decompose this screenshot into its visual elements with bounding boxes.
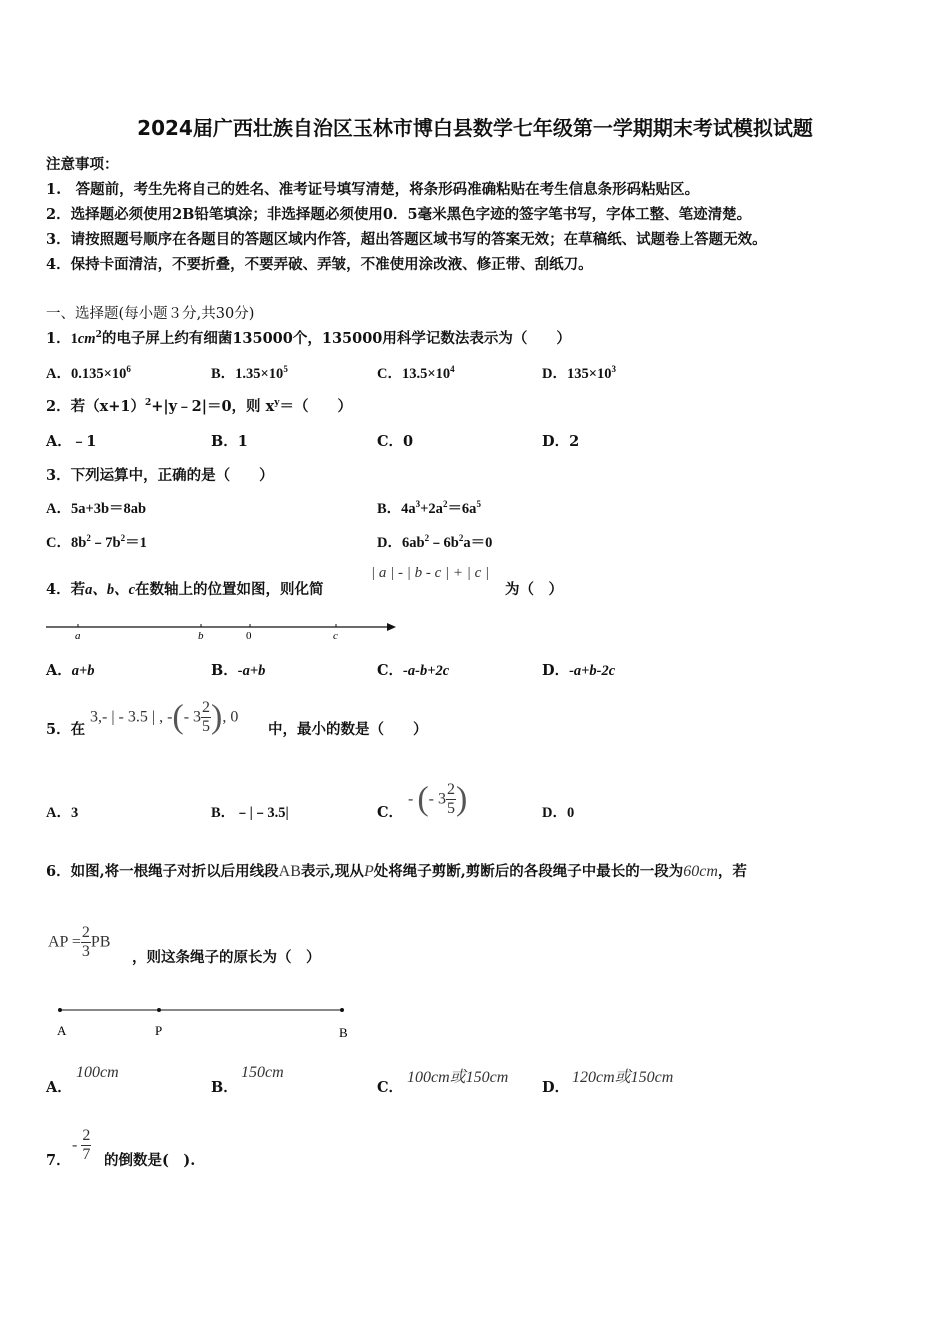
q1-unit-exponent: 2 bbox=[95, 330, 102, 341]
notice-item-3: 3．请按照题号顺序在各题目的答题区域内作答，超出答题区域书写的答案无效；在草稿纸、试题卷上答题无效。 bbox=[46, 231, 767, 248]
label-a: A bbox=[57, 1023, 67, 1038]
q5-option-b[interactable]: B．﹣|﹣3.5| bbox=[211, 805, 289, 821]
number-line-figure bbox=[44, 618, 404, 642]
q4-option-c[interactable]: C．-a-b+2c bbox=[377, 662, 450, 679]
q5-option-c-label[interactable]: C． bbox=[377, 804, 404, 821]
label-b: B bbox=[339, 1025, 348, 1040]
q6-option-a-label[interactable]: A． bbox=[46, 1079, 72, 1096]
notice-item-2: 2．选择题必须使用2B铅笔填涂；非选择题必须使用0．5毫米黑色字迹的签字笔书写，字体工整、笔迹清楚。 bbox=[46, 206, 752, 223]
q6-option-b-label[interactable]: B． bbox=[211, 1079, 238, 1096]
q6-option-c-label[interactable]: C． bbox=[377, 1079, 404, 1096]
q5-stem-end: 中，最小的数是（ ） bbox=[268, 721, 428, 738]
axis-label-0: 0 bbox=[246, 630, 252, 642]
axis-label-b: b bbox=[198, 630, 204, 642]
q6-stem-end: ，则这条绳子的原长为（ ） bbox=[132, 949, 321, 966]
q3-option-a[interactable]: A．5a+3b＝8ab bbox=[46, 501, 147, 517]
notice-heading: 注意事项： bbox=[46, 156, 119, 173]
question-7-number: 7． bbox=[46, 1152, 71, 1169]
q1-text: 的电子屏上约有细菌135000个，135000用科学记数法表示为（ ） bbox=[101, 330, 571, 347]
axis-label-a: a bbox=[75, 630, 81, 642]
q4-option-b[interactable]: B．-a+b bbox=[211, 662, 266, 679]
arrow-right-icon bbox=[387, 623, 396, 631]
q6-option-a[interactable]: 100cm bbox=[76, 1064, 119, 1081]
q1-option-d[interactable]: D．$135\times 10^3$ bbox=[542, 364, 616, 382]
q3-option-c[interactable]: C．$8b^2﹣7b^2=1$ bbox=[46, 533, 147, 551]
q2-option-a[interactable]: A．﹣1 bbox=[46, 433, 97, 450]
question-1 bbox=[46, 327, 571, 348]
q4-option-d[interactable]: D．-a+b-2c bbox=[542, 662, 616, 679]
q2-option-c[interactable]: C．0 bbox=[377, 433, 414, 450]
q1-number: 1 bbox=[70, 331, 78, 347]
q5-expression: 3,- | - 3.5 | , -(- 3 $\frac{2}{5}$ ), 0 bbox=[90, 698, 239, 736]
segment-ab: AB bbox=[278, 863, 301, 880]
q3-option-b[interactable]: B．$4a^3+2a^2=6a^5$ bbox=[377, 499, 481, 517]
label-p: P bbox=[155, 1023, 163, 1038]
q2-option-d[interactable]: D．2 bbox=[542, 433, 580, 450]
question-number: 1． bbox=[46, 330, 71, 347]
q1-option-a[interactable]: A．$0.135\times 10^6$ bbox=[46, 364, 131, 382]
q1-unit: cm bbox=[77, 331, 96, 347]
notice-item-4: 4．保持卡面清洁，不要折叠，不要弄破、弄皱，不准使用涂改液、修正带、刮纸刀。 bbox=[46, 256, 593, 273]
question-2: 2．若$(x+1)^2+|y﹣2|=0$，则 $x^y=$（ ） bbox=[46, 398, 352, 415]
q4-expression: | a | - | b - c | + | c | bbox=[371, 565, 490, 581]
page-title: 2024届广西壮族自治区玉林市博白县数学七年级第一学期期末考试模拟试题 bbox=[137, 116, 813, 140]
question-5: 5．在 bbox=[46, 721, 86, 738]
point-a-dot bbox=[58, 1008, 62, 1012]
point-p: P bbox=[363, 863, 374, 880]
question-7: 的倒数是( ). bbox=[104, 1152, 196, 1169]
section-heading: 一、选择题(每小题３分,共30分) bbox=[46, 306, 255, 322]
q5-option-d[interactable]: D．0 bbox=[542, 805, 575, 821]
q5-option-a[interactable]: A．3 bbox=[46, 805, 79, 821]
q6-ratio-expression: AP = $\frac{2}{3}$ PB bbox=[48, 924, 111, 960]
q1-option-c[interactable]: C．$13.5\times 10^4$ bbox=[377, 364, 455, 382]
q4-stem-end: 为（ ） bbox=[505, 581, 563, 598]
q5-option-c[interactable]: - (- 3 $\frac{2}{5}$ ) bbox=[408, 780, 468, 818]
segment-figure bbox=[52, 1002, 362, 1044]
q6-option-d[interactable]: 120cm或150cm bbox=[572, 1069, 674, 1086]
q4-variables: a、b、c bbox=[85, 582, 136, 598]
question-4: 4．若a、b、c在数轴上的位置如图，则化简 bbox=[46, 581, 324, 598]
q6-length: 60cm bbox=[683, 863, 718, 880]
q4-option-a[interactable]: A．a+b bbox=[46, 662, 95, 679]
q7-fraction: - $\frac{2}{7}$ bbox=[72, 1127, 91, 1163]
q3-option-d[interactable]: D．$6ab^2﹣6b^2a=0$ bbox=[377, 533, 493, 551]
point-b-dot bbox=[340, 1008, 344, 1012]
q2-option-b[interactable]: B．1 bbox=[211, 433, 248, 450]
q6-option-b[interactable]: 150cm bbox=[241, 1064, 284, 1081]
point-p-dot bbox=[157, 1008, 161, 1012]
axis-label-c: c bbox=[333, 630, 338, 642]
question-6: 6．如图,将一根绳子对折以后用线段AB表示,现从P处将绳子剪断,剪断后的各段绳子中最长的一段为60cm，若 bbox=[46, 863, 747, 880]
q1-option-b[interactable]: B．$1.35\times 10^5$ bbox=[211, 364, 288, 382]
notice-item-1: 1. 答题前，考生先将自己的姓名、准考证号填写清楚，将条形码准确粘贴在考生信息条形码粘贴区。 bbox=[46, 181, 700, 198]
q6-option-d-label[interactable]: D． bbox=[542, 1079, 570, 1096]
question-3: 3．下列运算中，正确的是（ ） bbox=[46, 467, 274, 484]
q6-option-c[interactable]: 100cm或150cm bbox=[407, 1069, 509, 1086]
